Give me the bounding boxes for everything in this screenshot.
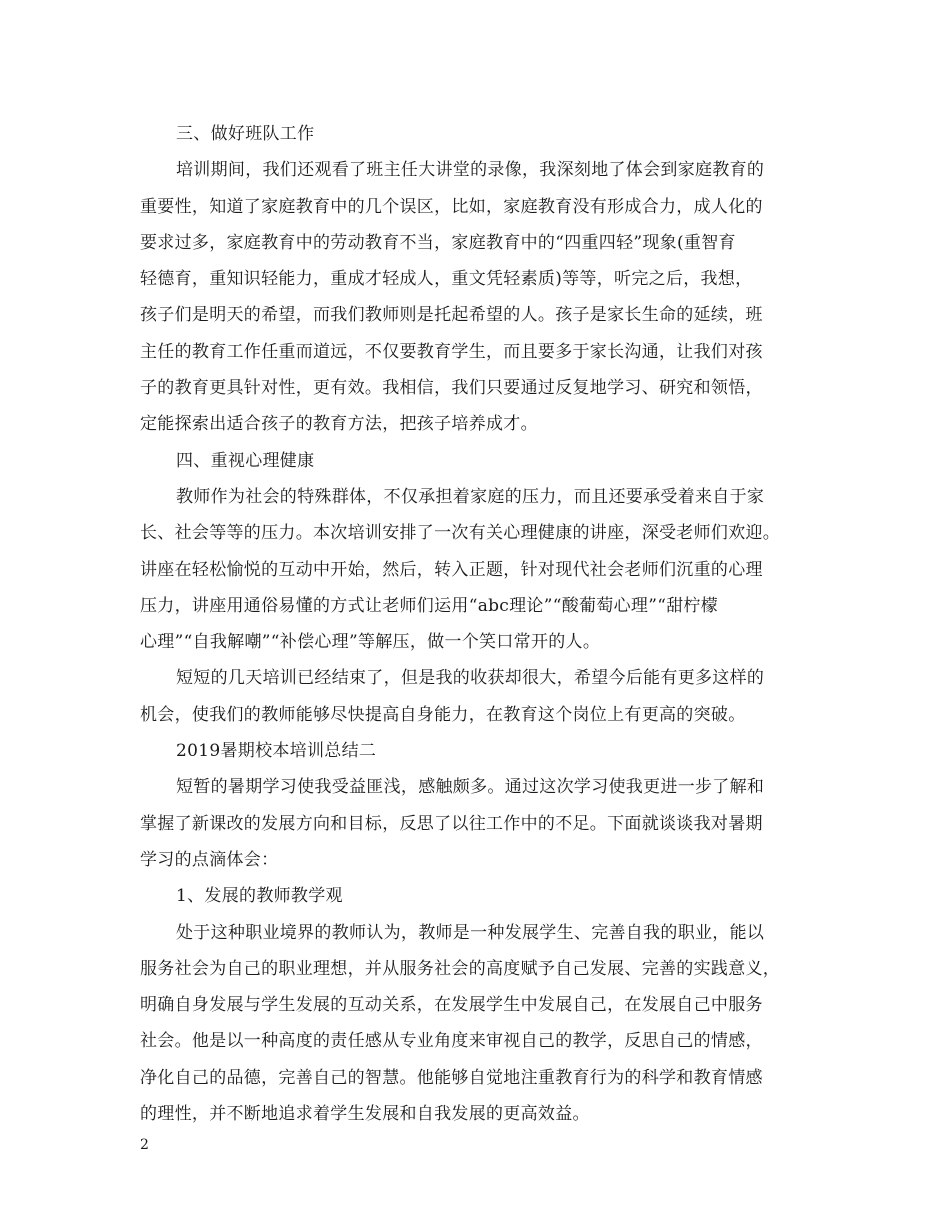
text-line: 心理”“自我解嘲”“补偿心理”等解压，做一个笑口常开的人。 [140,632,601,653]
text-line: 服务社会为自己的职业理想，并从服务社会的高度赋予自己发展、完善的实践意义， [140,958,781,979]
text-line: 机会，使我们的教师能够尽快提高自身能力，在教育这个岗位上有更高的突破。 [140,704,746,725]
text-line: 孩子们是明天的希望，而我们教师则是托起希望的人。孩子是家长生命的延续，班 [140,305,763,326]
text-line: 重要性，知道了家庭教育中的几个误区，比如，家庭教育没有形成合力，成人化的 [140,196,763,217]
text-line: 定能探索出适合孩子的教育方法，把孩子培养成才。 [140,414,538,435]
paragraph-start-line: 四、重视心理健康 [176,450,315,471]
text-line: 长、社会等等的压力。本次培训安排了一次有关心理健康的讲座，深受老师们欢迎。 [140,523,781,544]
text-line: 主任的教育工作任重而道远，不仅要教育学生，而且要多于家长沟通，让我们对孩 [140,341,763,362]
paragraph-start-line: 短短的几天培训已经结束了，但是我的收获却很大，希望今后能有更多这样的 [176,668,765,689]
paragraph-start-line: 教师作为社会的特殊群体，不仅承担着家庭的压力，而且还要承受着来自于家 [176,486,765,507]
page-number: 2 [140,1137,149,1153]
paragraph-start-line: 短暂的暑期学习使我受益匪浅，感触颇多。通过这次学习使我更进一步了解和 [176,777,765,798]
text-line: 讲座在轻松愉悦的互动中开始，然后，转入正题，针对现代社会老师们沉重的心理 [140,559,763,580]
text-line: 轻德育，重知识轻能力，重成才轻成人，重文凭轻素质)等等，听完之后，我想， [140,269,753,290]
text-line: 掌握了新课改的发展方向和目标，反思了以往工作中的不足。下面就谈谈我对暑期 [140,813,763,834]
text-line: 压力，讲座用通俗易懂的方式让老师们运用“abc理论”“酸葡萄心理”“甜柠檬 [140,595,719,616]
text-line: 的理性，并不断地追求着学生发展和自我发展的更高效益。 [140,1104,590,1125]
paragraph-start-line: 三、做好班队工作 [176,124,315,144]
paragraph-start-line: 2019暑期校本培训总结二 [176,741,377,762]
text-line: 子的教育更具针对性，更有效。我相信，我们只要通过反复地学习、研究和领悟， [140,378,763,399]
text-line: 社会。他是以一种高度的责任感从专业角度来审视自己的教学，反思自己的情感， [140,1031,763,1052]
text-line: 要求过多，家庭教育中的劳动教育不当，家庭教育中的“四重四轻”现象(重智育 [140,232,736,253]
text-line: 明确自身发展与学生发展的互动关系，在发展学生中发展自己，在发展自己中服务 [140,995,763,1016]
paragraph-start-line: 培训期间，我们还观看了班主任大讲堂的录像，我深刻地了体会到家庭教育的 [176,160,765,181]
document-body [140,116,820,1132]
paragraph-start-line: 处于这种职业境界的教师认为，教师是一种发展学生、完善自我的职业，能以 [176,922,765,943]
text-line: 学习的点滴体会： [140,849,279,870]
paragraph-start-line: 1、发展的教师教学观 [176,886,343,907]
text-line: 净化自己的品德，完善自己的智慧。他能够自觉地注重教育行为的科学和教育情感 [140,1067,763,1088]
